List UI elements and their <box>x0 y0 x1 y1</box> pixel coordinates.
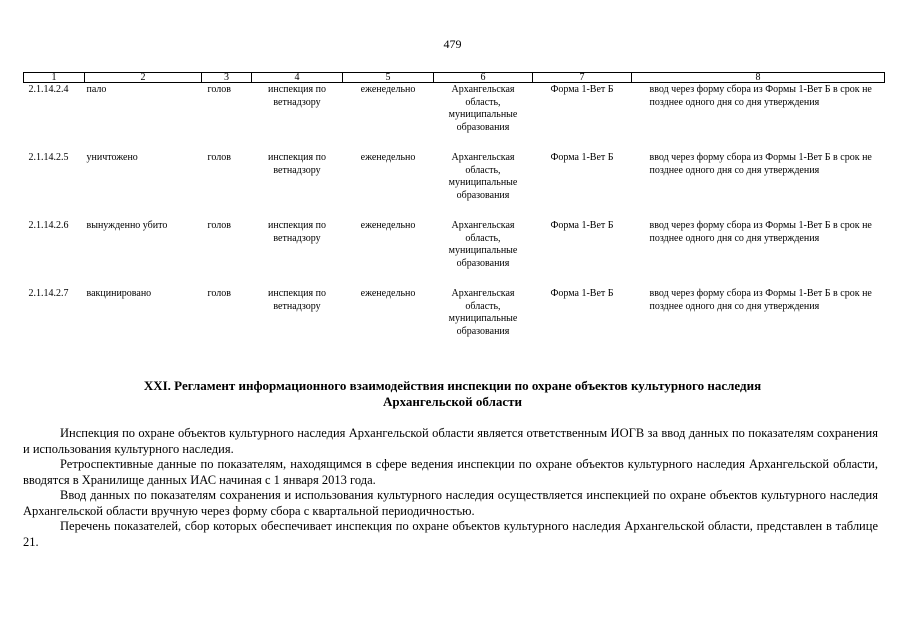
paragraph: Ретроспективные данные по показателям, находящимся в сфере ведения инспекции по охране объектов культурного наследия Архангельской области, вводятся в Хранилище данных ИАС начиная с 1 января 2013 года. <box>23 457 878 487</box>
column-header: 4 <box>252 73 343 83</box>
section-title <box>60 378 845 410</box>
input-note: ввод через форму сбора из Формы 1-Вет Б в срок не позднее одного дня со дня утверждения <box>649 152 872 176</box>
indicator-unit: голов <box>207 288 231 299</box>
territory-level: Архангельская область, муниципальные образования <box>448 220 518 269</box>
table-row <box>24 151 885 219</box>
territory-level: Архангельская область, муниципальные образования <box>448 288 518 337</box>
page-number: 479 <box>443 37 462 51</box>
responsible-body: инспекция по ветнадзору <box>268 220 326 244</box>
territory-level: Архангельская область, муниципальные образования <box>448 152 518 201</box>
frequency: еженедельно <box>360 220 416 231</box>
indicator-name: вынужденно убито <box>86 220 168 231</box>
indicator-unit: голов <box>207 84 231 95</box>
indicator-name: пало <box>86 84 107 95</box>
frequency: еженедельно <box>360 84 416 95</box>
source-form: Форма 1-Вет Б <box>550 220 614 231</box>
indicators-table <box>23 72 885 355</box>
indicator-name: вакцинировано <box>86 288 152 299</box>
column-header: 3 <box>202 73 252 83</box>
section-title-line: Архангельской области <box>382 394 523 409</box>
indicator-name: уничтожено <box>86 152 138 163</box>
responsible-body: инспекция по ветнадзору <box>268 288 326 312</box>
responsible-body: инспекция по ветнадзору <box>268 84 326 108</box>
column-header: 1 <box>24 73 85 83</box>
source-form: Форма 1-Вет Б <box>550 84 614 95</box>
paragraph: Ввод данных по показателям сохранения и использования культурного наследия осуществляется инспекцией по охране объектов культурного наследия Архангельской области вручную через форму сбора с квартальной периодичностью. <box>23 488 878 518</box>
column-header: 2 <box>85 73 202 83</box>
frequency: еженедельно <box>360 288 416 299</box>
indicator-code: 2.1.14.2.4 <box>28 84 69 95</box>
input-note: ввод через форму сбора из Формы 1-Вет Б в срок не позднее одного дня со дня утверждения <box>649 220 872 244</box>
paragraph: Перечень показателей, сбор которых обеспечивает инспекция по охране объектов культурного наследия Архангельской области, представлен в таблице 21. <box>23 519 878 549</box>
column-header: 6 <box>434 73 533 83</box>
input-note: ввод через форму сбора из Формы 1-Вет Б в срок не позднее одного дня со дня утверждения <box>649 288 872 312</box>
column-header: 7 <box>533 73 632 83</box>
source-form: Форма 1-Вет Б <box>550 288 614 299</box>
indicator-code: 2.1.14.2.7 <box>28 288 69 299</box>
indicator-code: 2.1.14.2.5 <box>28 152 69 163</box>
column-header: 5 <box>343 73 434 83</box>
column-header: 8 <box>632 73 885 83</box>
indicator-unit: голов <box>207 152 231 163</box>
frequency: еженедельно <box>360 152 416 163</box>
responsible-body: инспекция по ветнадзору <box>268 152 326 176</box>
table-row <box>24 287 885 355</box>
body-text <box>23 426 878 550</box>
table-header-row <box>24 73 885 83</box>
source-form: Форма 1-Вет Б <box>550 152 614 163</box>
indicator-code: 2.1.14.2.6 <box>28 220 69 231</box>
input-note: ввод через форму сбора из Формы 1-Вет Б в срок не позднее одного дня со дня утверждения <box>649 84 872 108</box>
territory-level: Архангельская область, муниципальные образования <box>448 84 518 133</box>
indicator-unit: голов <box>207 220 231 231</box>
section-title-line: XXI. Регламент информационного взаимодействия инспекции по охране объектов культурного наследия <box>143 378 762 393</box>
paragraph: Инспекция по охране объектов культурного наследия Архангельской области является ответственным ИОГВ за ввод данных по показателям сохранения и использования культурного наследия. <box>23 426 878 456</box>
table-row <box>24 219 885 287</box>
table-row <box>24 83 885 152</box>
